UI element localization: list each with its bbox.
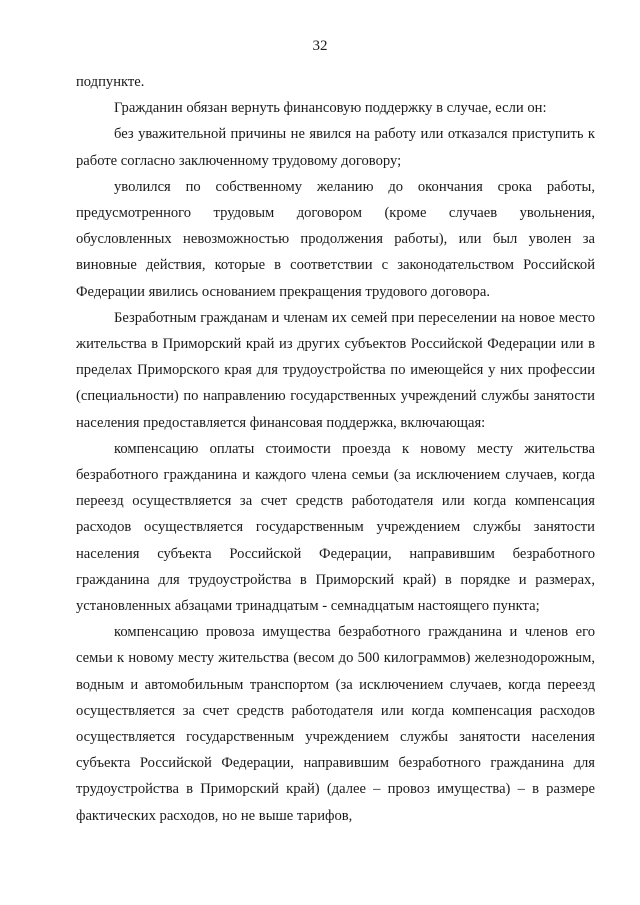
page-number: 32 [312, 38, 328, 54]
paragraph-1: подпункте. [76, 74, 145, 90]
paragraph-3: без уважительной причины не явился на работу или отказался приступить к работе согласно заключенному трудовому договору; [76, 126, 595, 169]
paragraph-7: компенсацию провоза имущества безработного гражданина и членов его семьи к новому месту жительства (весом до 500 килограммов) железнодорожным, водным и автомобильным транспортом (за исключением случаев, когда переезд осуществляется за счет средств работодателя или когда компенсация расходов осуществляется государственным учреждением службы занятости населения субъекта Российской Федерации, направившим безработного гражданина для трудоустройства в Приморский край) (далее – провоз имущества) – в размере фактических расходов, но не выше тарифов, [76, 624, 595, 824]
paragraph-5: Безработным гражданам и членам их семей при переселении на новое место жительства в Приморский край из других субъектов Российской Федерации или в пределах Приморского края для трудоустройства по имеющейся у них профессии (специальности) по направлению государственных учреждений службы занятости населения предоставляется финансовая поддержка, включающая: [76, 309, 595, 431]
paragraph-4: уволился по собственному желанию до окончания срока работы, предусмотренного трудовым договором (кроме случаев увольнения, обусловленных невозможностью продолжения работы), или был уволен за виновные действия, которые в соответствии с законодательством Российской Федерации явились основанием прекращения трудового договора. [76, 178, 595, 300]
paragraph-6: компенсацию оплаты стоимости проезда к новому месту жительства безработного гражданина и каждого члена семьи (за исключением случаев, когда переезд осуществляется за счет средств работодателя или когда компенсация расходов осуществляется государственным учреждением службы занятости населения субъекта Российской Федерации, направившим безработного гражданина для трудоустройства в Приморский край) в порядке и размерах, установленных абзацами тринадцатым - семнадцатым настоящего пункта; [76, 440, 595, 615]
paragraph-2: Гражданин обязан вернуть финансовую поддержку в случае, если он: [114, 100, 547, 117]
document-body [76, 69, 595, 829]
